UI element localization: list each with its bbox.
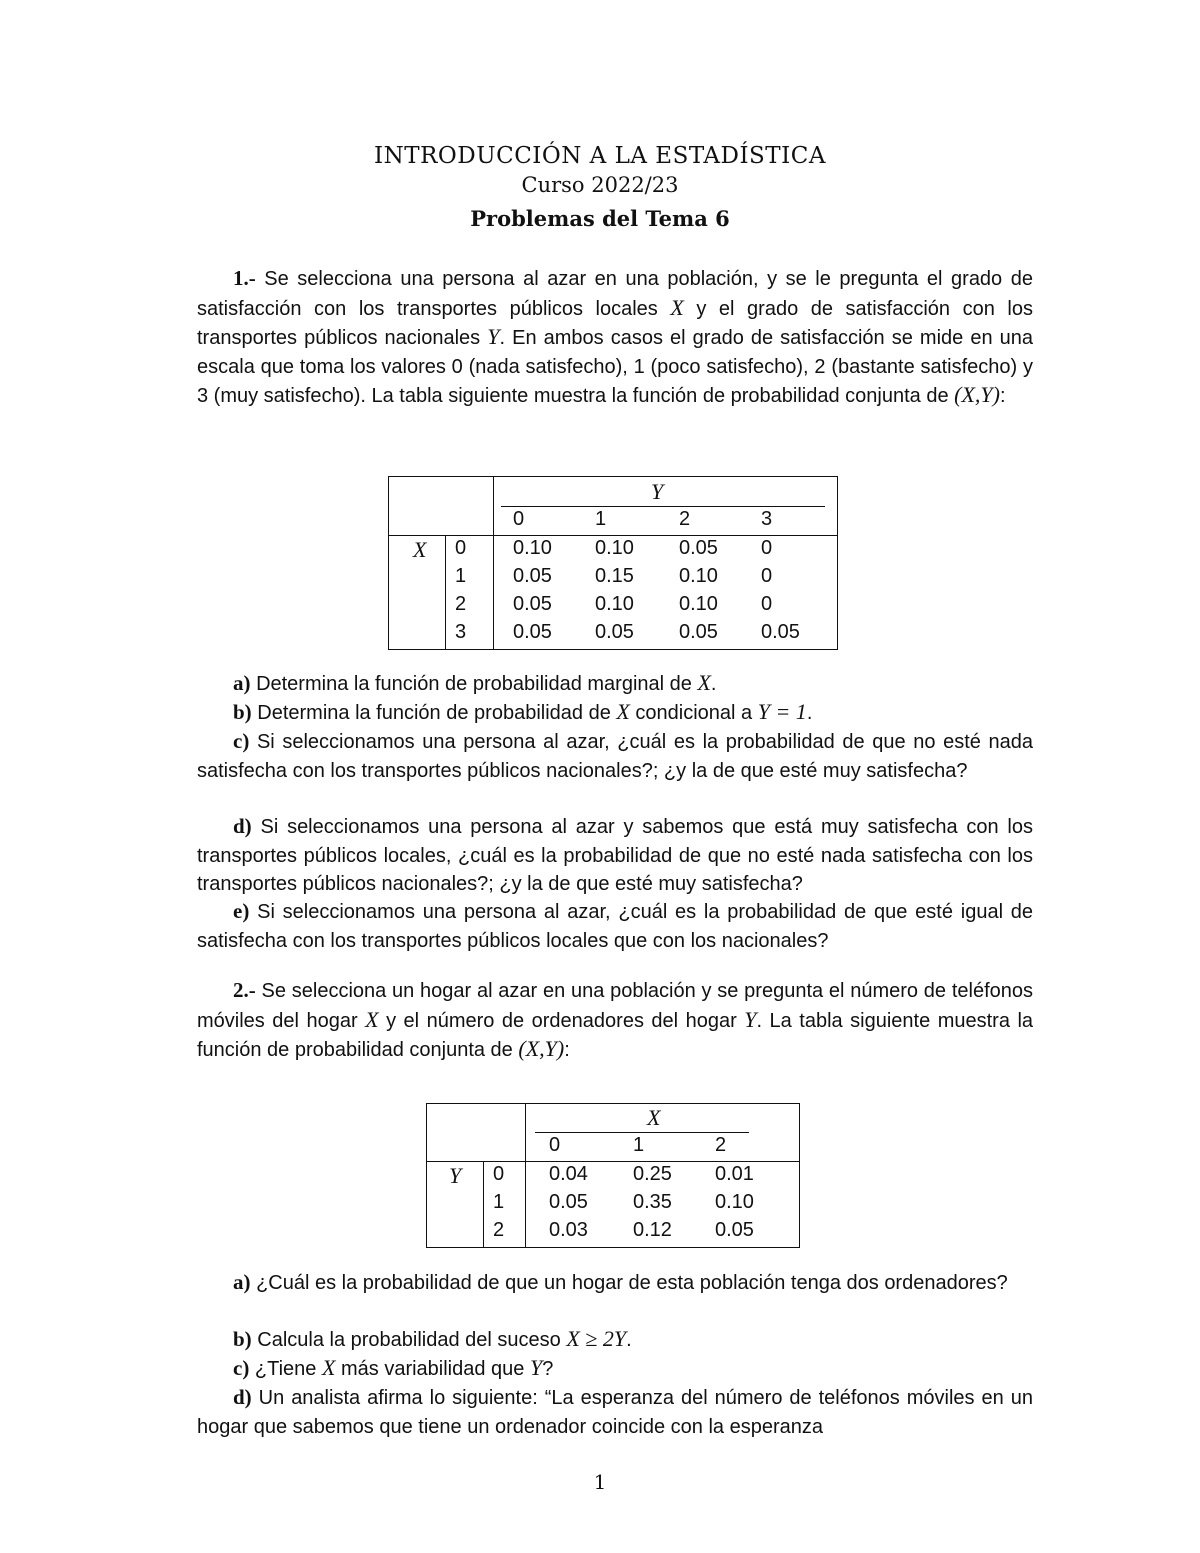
p1-intro-line5: (bastante satisfecho) y 3 (muy satisfecho). La tabla siguiente muestra la función de	[197, 355, 1033, 407]
p1-question-c	[197, 727, 1033, 785]
t1-cell: 0.10	[595, 537, 634, 559]
document-subtitle: Problemas del Tema 6	[470, 206, 730, 231]
t2-cell: 0.25	[633, 1163, 672, 1185]
p2-b-text: Calcula la probabilidad del suceso	[257, 1329, 561, 1351]
joint-probability-table-2	[426, 1103, 800, 1248]
t1-row-header: 2	[455, 593, 467, 615]
var-x: X	[670, 294, 684, 320]
t2-row-header: 1	[493, 1191, 505, 1213]
var-x: X	[321, 1355, 336, 1380]
p1-c-l1: Si seleccionamos una persona al azar, ¿cuál es la probabilidad de que no	[256, 731, 936, 753]
p1-c-l3: satisfecha?	[866, 759, 968, 782]
p2-question-a	[197, 1268, 1033, 1298]
course-year: Curso 2022/23	[521, 173, 679, 197]
p2-intro-line2a: teléfonos móviles del hogar	[197, 980, 1034, 1032]
p2-a-l2: ordenadores?	[884, 1272, 1008, 1294]
t1-row-header: 0	[455, 537, 467, 559]
t1-row-header: 3	[455, 621, 467, 643]
var-y: Y	[744, 1006, 757, 1032]
period: .	[806, 702, 813, 724]
problem-2-number: 2.-	[233, 978, 256, 1002]
t2-cell: 0.03	[549, 1219, 588, 1241]
var-xy: (X,Y)	[518, 1036, 565, 1061]
problem-1-intro	[197, 264, 1033, 411]
p2-intro-line2b: y el número de ordenadores del hogar	[386, 1009, 737, 1032]
p2-a-l1: ¿Cuál es la probabilidad de que un hogar de esta población tenga dos	[256, 1272, 879, 1294]
page-number: 1	[593, 1470, 607, 1494]
p1-d-l1: Si seleccionamos una persona al azar y sabemos que está muy satisfecha	[260, 816, 958, 838]
p1-intro-line1: Se selecciona una persona al azar en una población, y se le pregunta el grado	[264, 268, 1003, 290]
table1-row-var: X	[413, 537, 427, 562]
p1-d-label: d)	[233, 814, 252, 838]
t2-cell: 0.12	[633, 1219, 672, 1241]
colon: :	[999, 385, 1006, 407]
t1-cell: 0.10	[595, 593, 634, 615]
t2-cell: 0.05	[715, 1219, 754, 1241]
t1-cell: 0.05	[513, 593, 552, 615]
t2-cell: 0.35	[633, 1191, 672, 1213]
table2-col-var: X	[647, 1105, 661, 1130]
p2-intro-line1: Se selecciona un hogar al azar en una población y se pregunta el número de	[261, 980, 947, 1002]
t1-cell: 0.05	[679, 621, 718, 643]
t1-cell: 0.10	[679, 565, 718, 587]
p1-b-label: b)	[233, 700, 252, 724]
t1-cell: 0.05	[595, 621, 634, 643]
p1-intro-line6: probabilidad conjunta de	[730, 385, 949, 407]
t1-cell: 0.15	[595, 565, 634, 587]
var-xy: (X,Y)	[954, 382, 1000, 407]
p1-c-l2: esté nada satisfecha con los transportes públicos nacionales?; ¿y la de que esté muy	[197, 731, 1033, 782]
p1-d-l3: satisfecha con los transportes públicos nacionales?; ¿y la de que esté muy satisfecha?	[197, 844, 1033, 895]
t1-cell: 0.05	[679, 537, 718, 559]
t2-row-header: 2	[493, 1219, 505, 1241]
p1-a-label: a)	[233, 671, 251, 695]
p2-d-label: d)	[233, 1385, 252, 1409]
t1-cell: 0.05	[513, 621, 552, 643]
p1-intro-line2a: de satisfacción con los transportes públicos locales	[197, 268, 1033, 320]
question-mark: ?	[542, 1358, 554, 1380]
p2-question-b	[197, 1325, 1033, 1355]
t2-col-header: 2	[715, 1134, 727, 1156]
var-y: Y	[529, 1355, 543, 1380]
t1-cell: 0.05	[761, 621, 800, 643]
p2-d-l2: móviles en un hogar que sabemos que tiene un ordenador coincide con la esperanza	[197, 1387, 1033, 1438]
var-x: X	[365, 1006, 379, 1032]
p2-d-l1: Un analista afirma lo siguiente: “La esperanza del número de teléfonos	[258, 1387, 900, 1409]
p1-e-label: e)	[233, 899, 250, 923]
p1-question-d	[197, 812, 1033, 899]
var-x: X	[697, 670, 711, 695]
p2-b-label: b)	[233, 1327, 252, 1351]
p1-d-l2: con los transportes públicos locales, ¿cuál es la probabilidad de que no esté nada	[197, 816, 1033, 867]
table1-col-var: Y	[651, 479, 664, 504]
p1-intro-line2b: y el grado de satisfacción con	[696, 297, 995, 320]
p2-intro-line2c: . La tabla	[756, 1009, 843, 1032]
t2-col-header: 0	[549, 1134, 561, 1156]
table2-row-var: Y	[449, 1163, 462, 1188]
joint-probability-table-1	[388, 476, 838, 650]
var-x: X	[616, 699, 630, 724]
p1-a-text: Determina la función de probabilidad marginal de	[256, 673, 692, 695]
t1-col-header: 0	[513, 508, 525, 530]
p1-intro-line3b: . En ambos casos el grado de satisfacción se	[499, 327, 913, 349]
document-title: INTRODUCCIÓN A LA ESTADÍSTICA	[374, 143, 826, 169]
p2-a-label: a)	[233, 1270, 251, 1294]
t2-cell: 0.04	[549, 1163, 588, 1185]
t2-col-header: 1	[633, 1134, 645, 1156]
t2-row-header: 0	[493, 1163, 505, 1185]
period: .	[626, 1329, 632, 1351]
p1-b-text: Determina la función de probabilidad de	[257, 702, 611, 724]
p1-intro-line4: mide en una escala que toma los valores 0 (nada satisfecho), 1 (poco satisfecho), 2	[197, 327, 1034, 378]
problem-1-number: 1.-	[233, 266, 256, 290]
var-y: Y	[487, 324, 500, 349]
t2-cell: 0.05	[549, 1191, 588, 1213]
t1-cell: 0.05	[513, 565, 552, 587]
t1-cell: 0	[761, 593, 773, 615]
p1-b-math: Y = 1	[757, 699, 807, 724]
p1-e-l1: Si seleccionamos una persona al azar, ¿cuál es la probabilidad de que esté	[257, 901, 953, 923]
t1-cell: 0.10	[513, 537, 552, 559]
t2-cell: 0.01	[715, 1163, 754, 1185]
p1-question-a	[197, 669, 1033, 699]
p1-question-e	[197, 897, 1033, 955]
p1-c-label: c)	[233, 729, 250, 753]
p2-intro-line3: siguiente muestra la función de probabilidad conjunta de	[197, 1009, 1034, 1061]
p2-c-text1: ¿Tiene	[254, 1358, 317, 1380]
period: .	[710, 673, 717, 695]
p2-question-c	[197, 1354, 1033, 1384]
colon: :	[564, 1039, 570, 1061]
t1-col-header: 3	[761, 508, 773, 530]
p2-c-text2: más variabilidad que	[340, 1358, 525, 1380]
t1-col-header: 1	[595, 508, 607, 530]
t1-row-header: 1	[455, 565, 467, 587]
t1-cell: 0.10	[679, 593, 718, 615]
t1-col-header: 2	[679, 508, 691, 530]
p2-question-d	[197, 1383, 1033, 1441]
p2-b-math: X ≥ 2Y	[566, 1326, 627, 1351]
p1-intro-line3a: los transportes públicos nacionales	[197, 297, 1033, 349]
t1-cell: 0	[761, 565, 773, 587]
p1-question-b	[197, 698, 1033, 728]
p1-e-l2: igual de satisfecha con los transportes públicos locales que con los nacionales?	[197, 901, 1034, 952]
p2-c-label: c)	[233, 1356, 250, 1380]
t2-cell: 0.10	[715, 1191, 754, 1213]
p1-b-text2: condicional a	[635, 702, 753, 724]
t1-cell: 0	[761, 537, 773, 559]
problem-2-intro	[197, 976, 1033, 1065]
